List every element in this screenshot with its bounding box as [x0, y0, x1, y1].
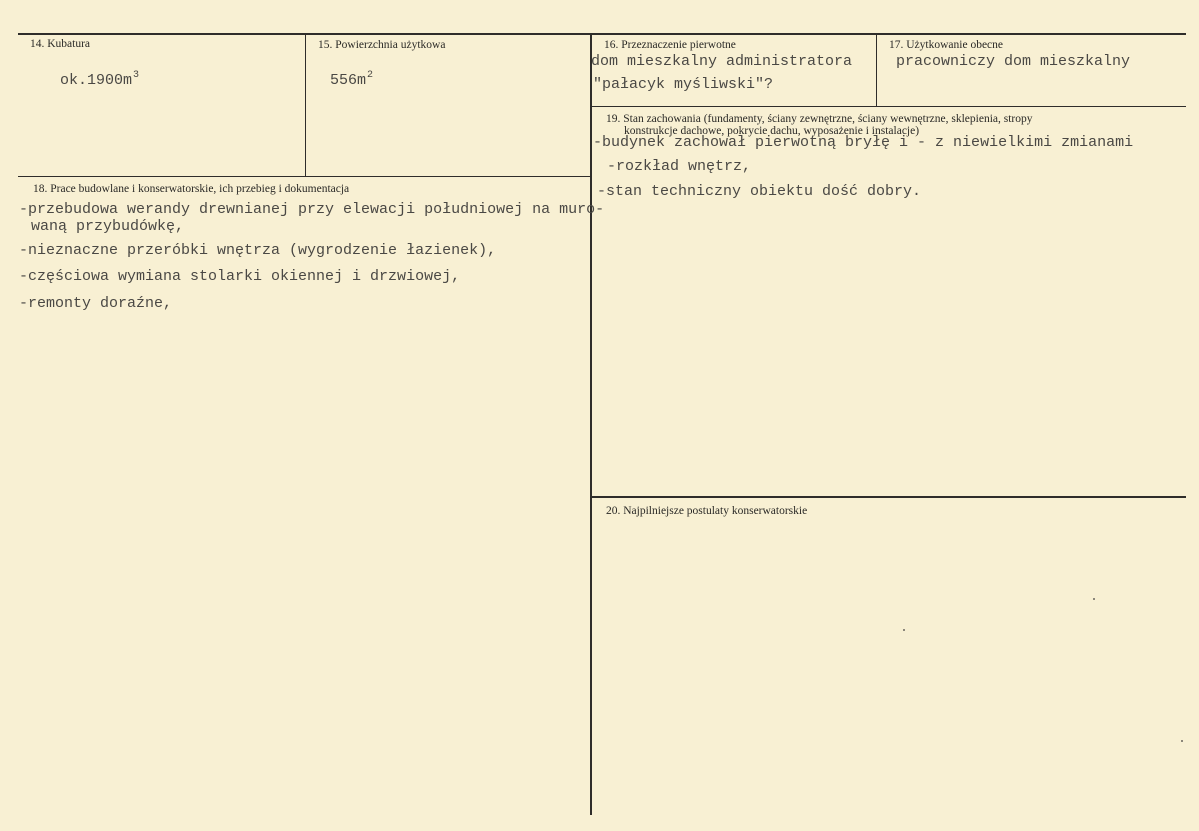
field-19-label-line-2: konstrukcje dachowe, pokrycie dachu, wyposażenie i instalacje)	[624, 125, 920, 137]
field-18-line-3: -nieznaczne przeróbki wnętrza (wygrodzenie łazienek),	[19, 242, 497, 259]
divider-center	[590, 35, 592, 815]
field-17-label: 17. Użytkowanie obecne	[889, 39, 1004, 51]
divider-16-17	[876, 35, 877, 106]
field-16-label: 16. Przeznaczenie pierwotne	[604, 39, 736, 51]
field-19-line-3: -stan techniczny obiektu dość dobry.	[597, 183, 922, 200]
volume-value: ok.1900m	[60, 72, 133, 89]
paper-speck	[1181, 740, 1183, 742]
area-value: 556m	[330, 72, 367, 89]
paper-speck	[1093, 598, 1095, 600]
top-rule	[18, 33, 1186, 35]
field-18-line-1: -przebudowa werandy drewnianej przy elewacji południowej na muro-	[19, 201, 605, 218]
divider-14-15	[305, 35, 306, 176]
field-19-label-line-1: 19. Stan zachowania (fundamenty, ściany zewnętrzne, ściany wewnętrzne, sklepienia, stropy	[606, 113, 1033, 125]
rule-above-20	[592, 496, 1186, 498]
field-19-line-2: -rozkład wnętrz,	[607, 158, 752, 175]
field-16-line-1: dom mieszkalny administratora	[591, 53, 853, 70]
field-18-line-2: waną przybudówkę,	[31, 218, 185, 235]
field-14-value	[60, 72, 139, 92]
field-18-line-5: -remonty doraźne,	[19, 295, 173, 312]
field-18-label: 18. Prace budowlane i konserwatorskie, ich przebieg i dokumentacja	[33, 183, 350, 195]
field-16-line-2: "pałacyk myśliwski"?	[593, 76, 774, 93]
rule-above-18	[18, 176, 591, 177]
volume-unit-exponent: 3	[133, 70, 140, 81]
paper-speck	[903, 629, 905, 631]
field-18-line-4: -częściowa wymiana stolarki okiennej i drzwiowej,	[19, 268, 461, 285]
rule-above-19	[592, 106, 1186, 107]
field-19-line-1: -budynek zachował pierwotną bryłę i - z niewielkimi zmianami	[593, 134, 1134, 151]
field-17-value: pracowniczy dom mieszkalny	[896, 53, 1131, 70]
field-14-label: 14. Kubatura	[30, 38, 91, 50]
field-20-label: 20. Najpilniejsze postulaty konserwatorskie	[606, 505, 808, 517]
area-unit-exponent: 2	[367, 70, 374, 81]
field-15-value	[330, 72, 373, 92]
field-15-label: 15. Powierzchnia użytkowa	[318, 39, 446, 51]
